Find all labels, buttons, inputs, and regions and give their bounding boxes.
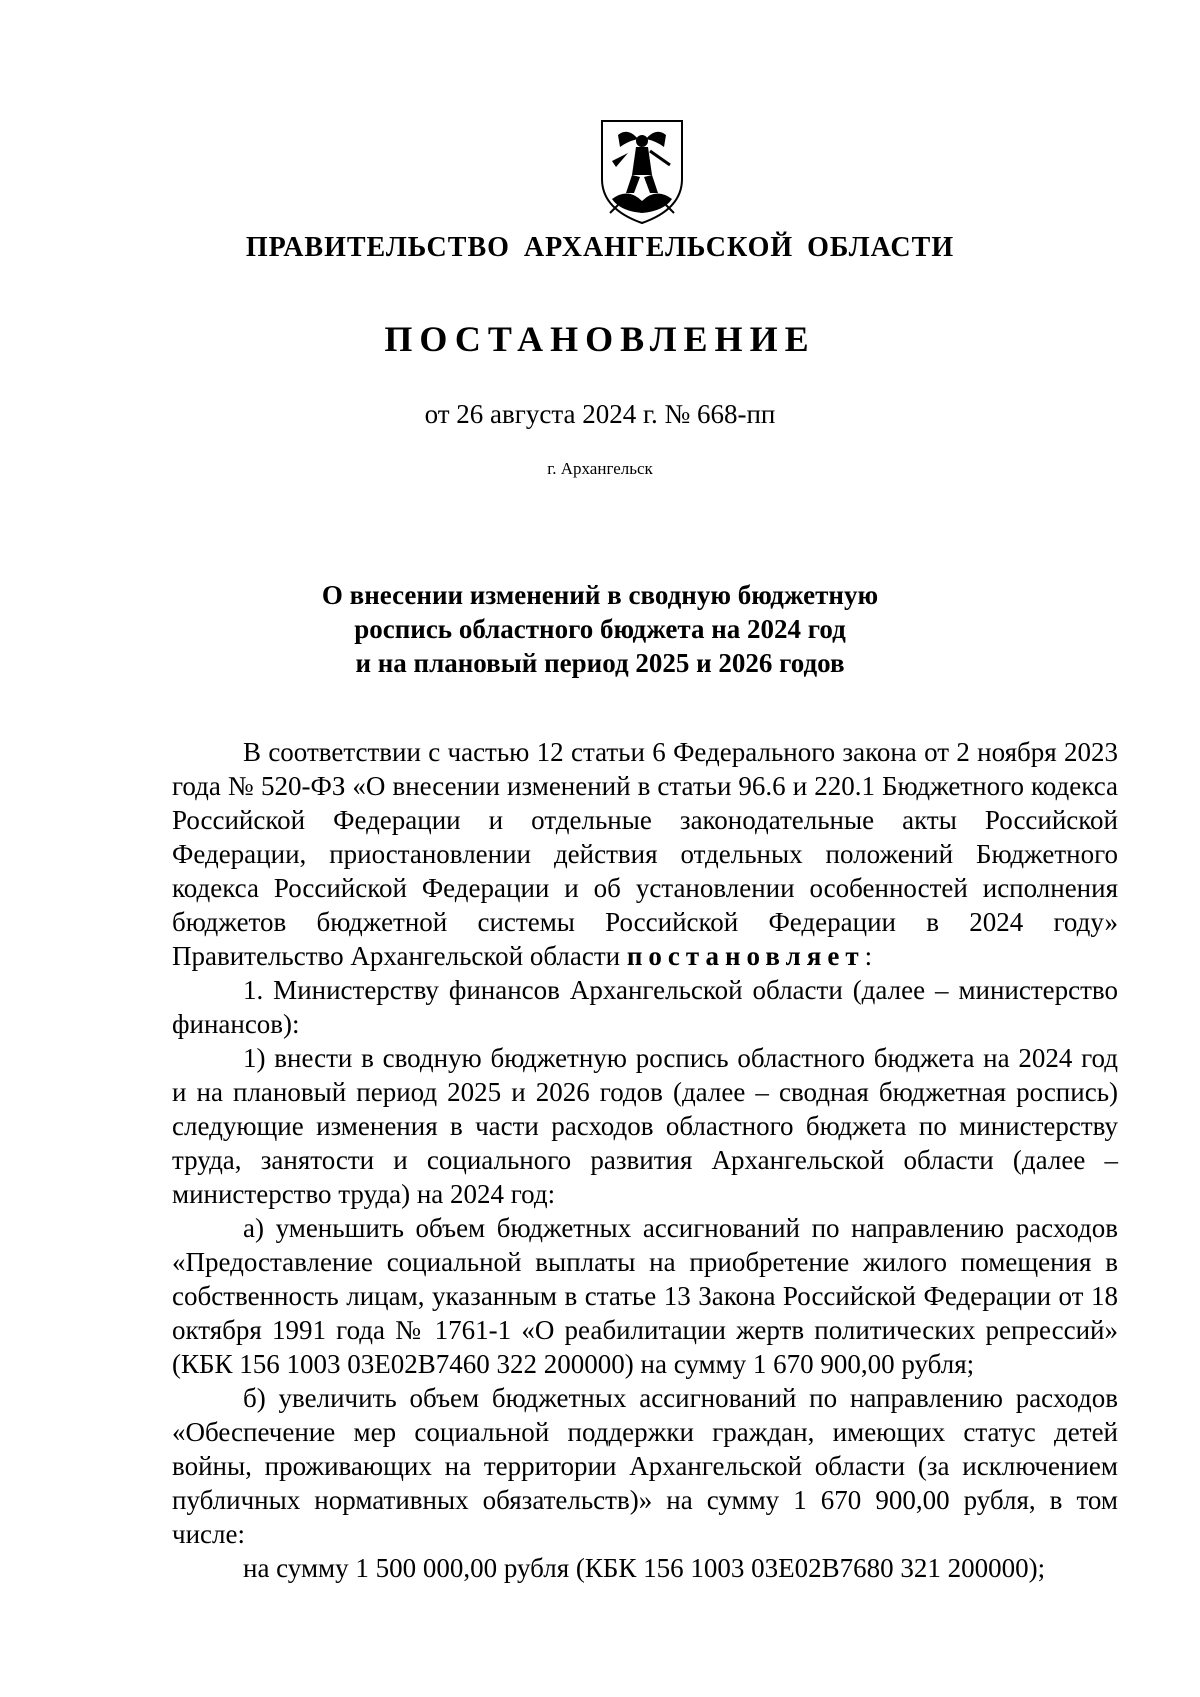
item-b-detail: на сумму 1 500 000,00 рубля (КБК 156 1003 03Е02В7680 321 200000); [243, 1553, 1046, 1583]
preamble-paragraph [172, 735, 1118, 973]
document-date-number: от 26 августа 2024 г. № 668-пп [424, 399, 776, 429]
resolves-keyword: постановляет [626, 941, 865, 971]
preamble-end: : [864, 941, 873, 971]
preamble-text: В соответствии с частью 12 статьи 6 Федерального закона от 2 ноября 2023 года № 520-ФЗ «О внесении изменений в статьи 96.6 и 220.1 Бюджетного кодекса Российской Федерации и отдельные законодательные акты Российской Федерации, приостановлении действия отдельных положений Бюджетного кодекса Российской Федерации и об установлении особенностей исполнения бюджетов бюджетной системы Российской Федерации в 2024 году» Правительство Архангельской области [172, 737, 1118, 971]
subparagraph-1: 1) внести в сводную бюджетную роспись областного бюджета на 2024 год и на плановый период 2025 и 2026 годов (далее – сводная бюджетная роспись) следующие изменения в части расходов областного бюджета по министерству труда, занятости и социального развития Архангельской области (далее – министерство труда) на 2024 год: [172, 1043, 1118, 1209]
item-b: б) увеличить объем бюджетных ассигнований по направлению расходов «Обеспечение мер социальной поддержки граждан, имеющих статус детей войны, проживающих на территории Архангельской области (за исключением публичных нормативных обязательств)» на сумму 1 670 900,00 рубля, в том числе: [172, 1383, 1118, 1549]
coat-of-arms-icon [598, 117, 686, 227]
organization-name: ПРАВИТЕЛЬСТВО АРХАНГЕЛЬСКОЙ ОБЛАСТИ [245, 232, 955, 263]
title-line-2: роспись областного бюджета на 2024 год [354, 614, 846, 644]
document-type: ПОСТАНОВЛЕНИЕ [384, 319, 816, 359]
document-body [172, 735, 1118, 1585]
document-city: г. Архангельск [547, 459, 653, 478]
item-a: а) уменьшить объем бюджетных ассигнований по направлению расходов «Предоставление социальной выплаты на приобретение жилого помещения в собственность лицам, указанным в статье 13 Закона Российской Федерации от 18 октября 1991 года № 1761-1 «О реабилитации жертв политических репрессий» (КБК 156 1003 03Е02В7460 322 200000) на сумму 1 670 900,00 рубля; [172, 1213, 1118, 1379]
title-line-1: О внесении изменений в сводную бюджетную [321, 580, 879, 610]
document-title [0, 578, 1200, 680]
paragraph-1: 1. Министерству финансов Архангельской области (далее – министерство финансов): [172, 975, 1118, 1039]
title-line-3: и на плановый период 2025 и 2026 годов [355, 648, 845, 678]
